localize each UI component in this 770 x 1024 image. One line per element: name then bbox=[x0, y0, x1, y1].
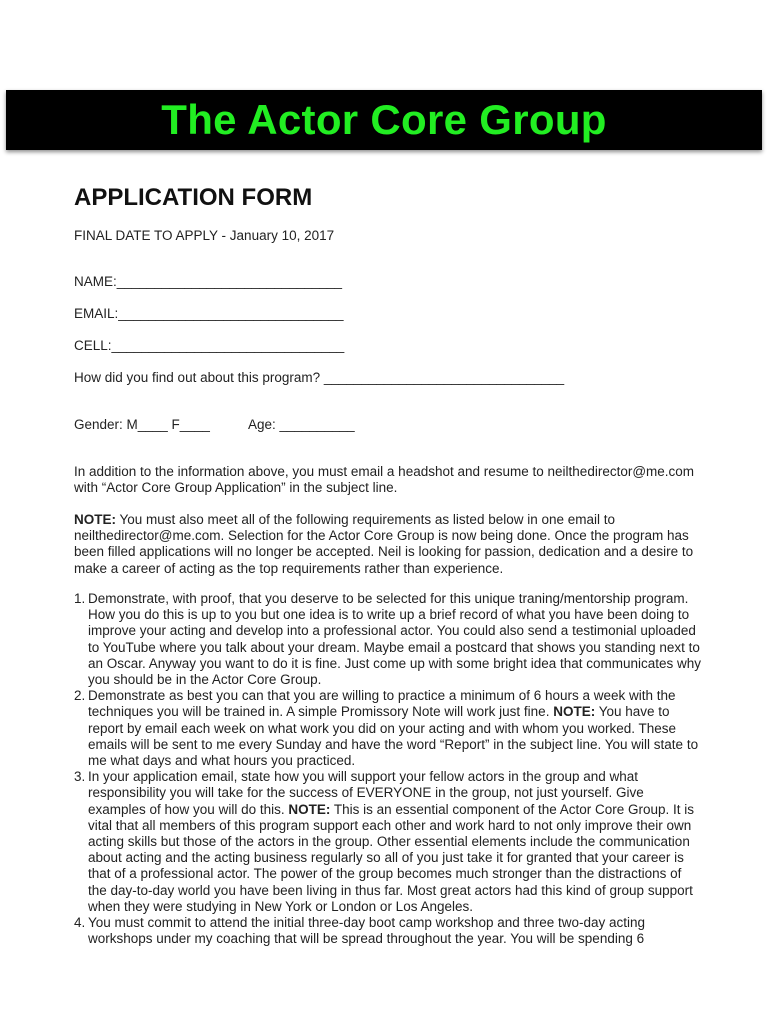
name-field[interactable]: NAME:______________________________ bbox=[74, 274, 342, 289]
found-program-field[interactable]: How did you find out about this program? ________________________________ bbox=[74, 370, 565, 385]
list-item bbox=[74, 688, 702, 769]
note-label: NOTE: bbox=[74, 512, 116, 527]
list-item-text: Demonstrate, with proof, that you deserve to be selected for this unique traning/mentorship program. How you do this is up to you but one idea is to write up a brief record of what you have been doing to improve your acting and develop into a professional actor. You could also send a testimonial uploaded to YouTube where you talk about your dream. Maybe email a postcard that shows you standing next to an Oscar. Anyway you want to do it is fine. Just come up with some bright idea that communicates why you should be in the Actor Core Group. bbox=[88, 591, 702, 688]
final-date-text: FINAL DATE TO APPLY - January 10, 2017 bbox=[74, 228, 335, 243]
list-item-text: You must commit to attend the initial three-day boot camp workshop and three two-day acting workshops under my coaching that will be spread throughout the year. You will be spending 6 bbox=[88, 915, 646, 947]
list-item bbox=[74, 915, 702, 947]
list-item-text: You have to report by email each week on what work you did on your acting and with whom you worked. These emails will be sent to me every Sunday and have the word “Report” in the subject line. You will state to me what days and what hours you practiced. bbox=[88, 704, 699, 769]
list-item-number: 1. bbox=[74, 591, 86, 606]
note-paragraph bbox=[74, 512, 700, 577]
requirements-list bbox=[74, 591, 702, 947]
list-item-text: Demonstrate as best you can that you are willing to practice a minimum of 6 hours a week with the techniques you will be trained in. A simple Promissory Note will work just fine. bbox=[88, 688, 676, 720]
list-item-text: In your application email, state how you will support your fellow actors in the group and what responsibility you will take for the success of EVERYONE in the group, not just yourself. Give examples of how you will do this. bbox=[88, 769, 644, 817]
age-field[interactable]: Age: __________ bbox=[248, 417, 355, 432]
intro-paragraph: In addition to the information above, you must email a headshot and resume to neilthedirector@me.com with “Actor Core Group Application” in the subject line. bbox=[74, 464, 695, 496]
email-field[interactable]: EMAIL:______________________________ bbox=[74, 306, 344, 321]
list-item-note-label: NOTE: bbox=[288, 801, 331, 817]
list-item-number: 3. bbox=[74, 769, 86, 785]
list-item-number: 4. bbox=[74, 915, 86, 931]
list-item-number: 2. bbox=[74, 688, 86, 704]
cell-field[interactable]: CELL:_______________________________ bbox=[74, 338, 345, 353]
gender-field[interactable]: Gender: M____ F____ bbox=[74, 417, 210, 432]
form-heading: APPLICATION FORM bbox=[74, 184, 313, 211]
list-item-note-label: NOTE: bbox=[553, 704, 596, 720]
list-item bbox=[74, 769, 702, 915]
note-text: You must also meet all of the following requirements as listed below in one email to neilthedirector@me.com. Selection for the Actor Core Group is now being done. Once the program has been filled applications will no longer be accepted. Neil is looking for passion, dedication and a desire to make a career of acting as the top requirements rather than experience. bbox=[74, 512, 694, 576]
banner-title: The Actor Core Group bbox=[161, 96, 607, 143]
list-item-text: This is an essential component of the Actor Core Group. It is vital that all members of this program support each other and work hard to not only improve their own acting skills but those of the actors in the group. Other essential elements include the communication about acting and the acting business regularly so all of you just take it for granted that your career is that of a professional actor. The power of the group becomes much stronger than the distractions of the day-to-day world you have been living in thus far. Most great actors had this kind of group support when they were studying in New York or London or Los Angeles. bbox=[88, 801, 695, 914]
list-item bbox=[74, 591, 702, 688]
header-banner bbox=[6, 90, 762, 150]
